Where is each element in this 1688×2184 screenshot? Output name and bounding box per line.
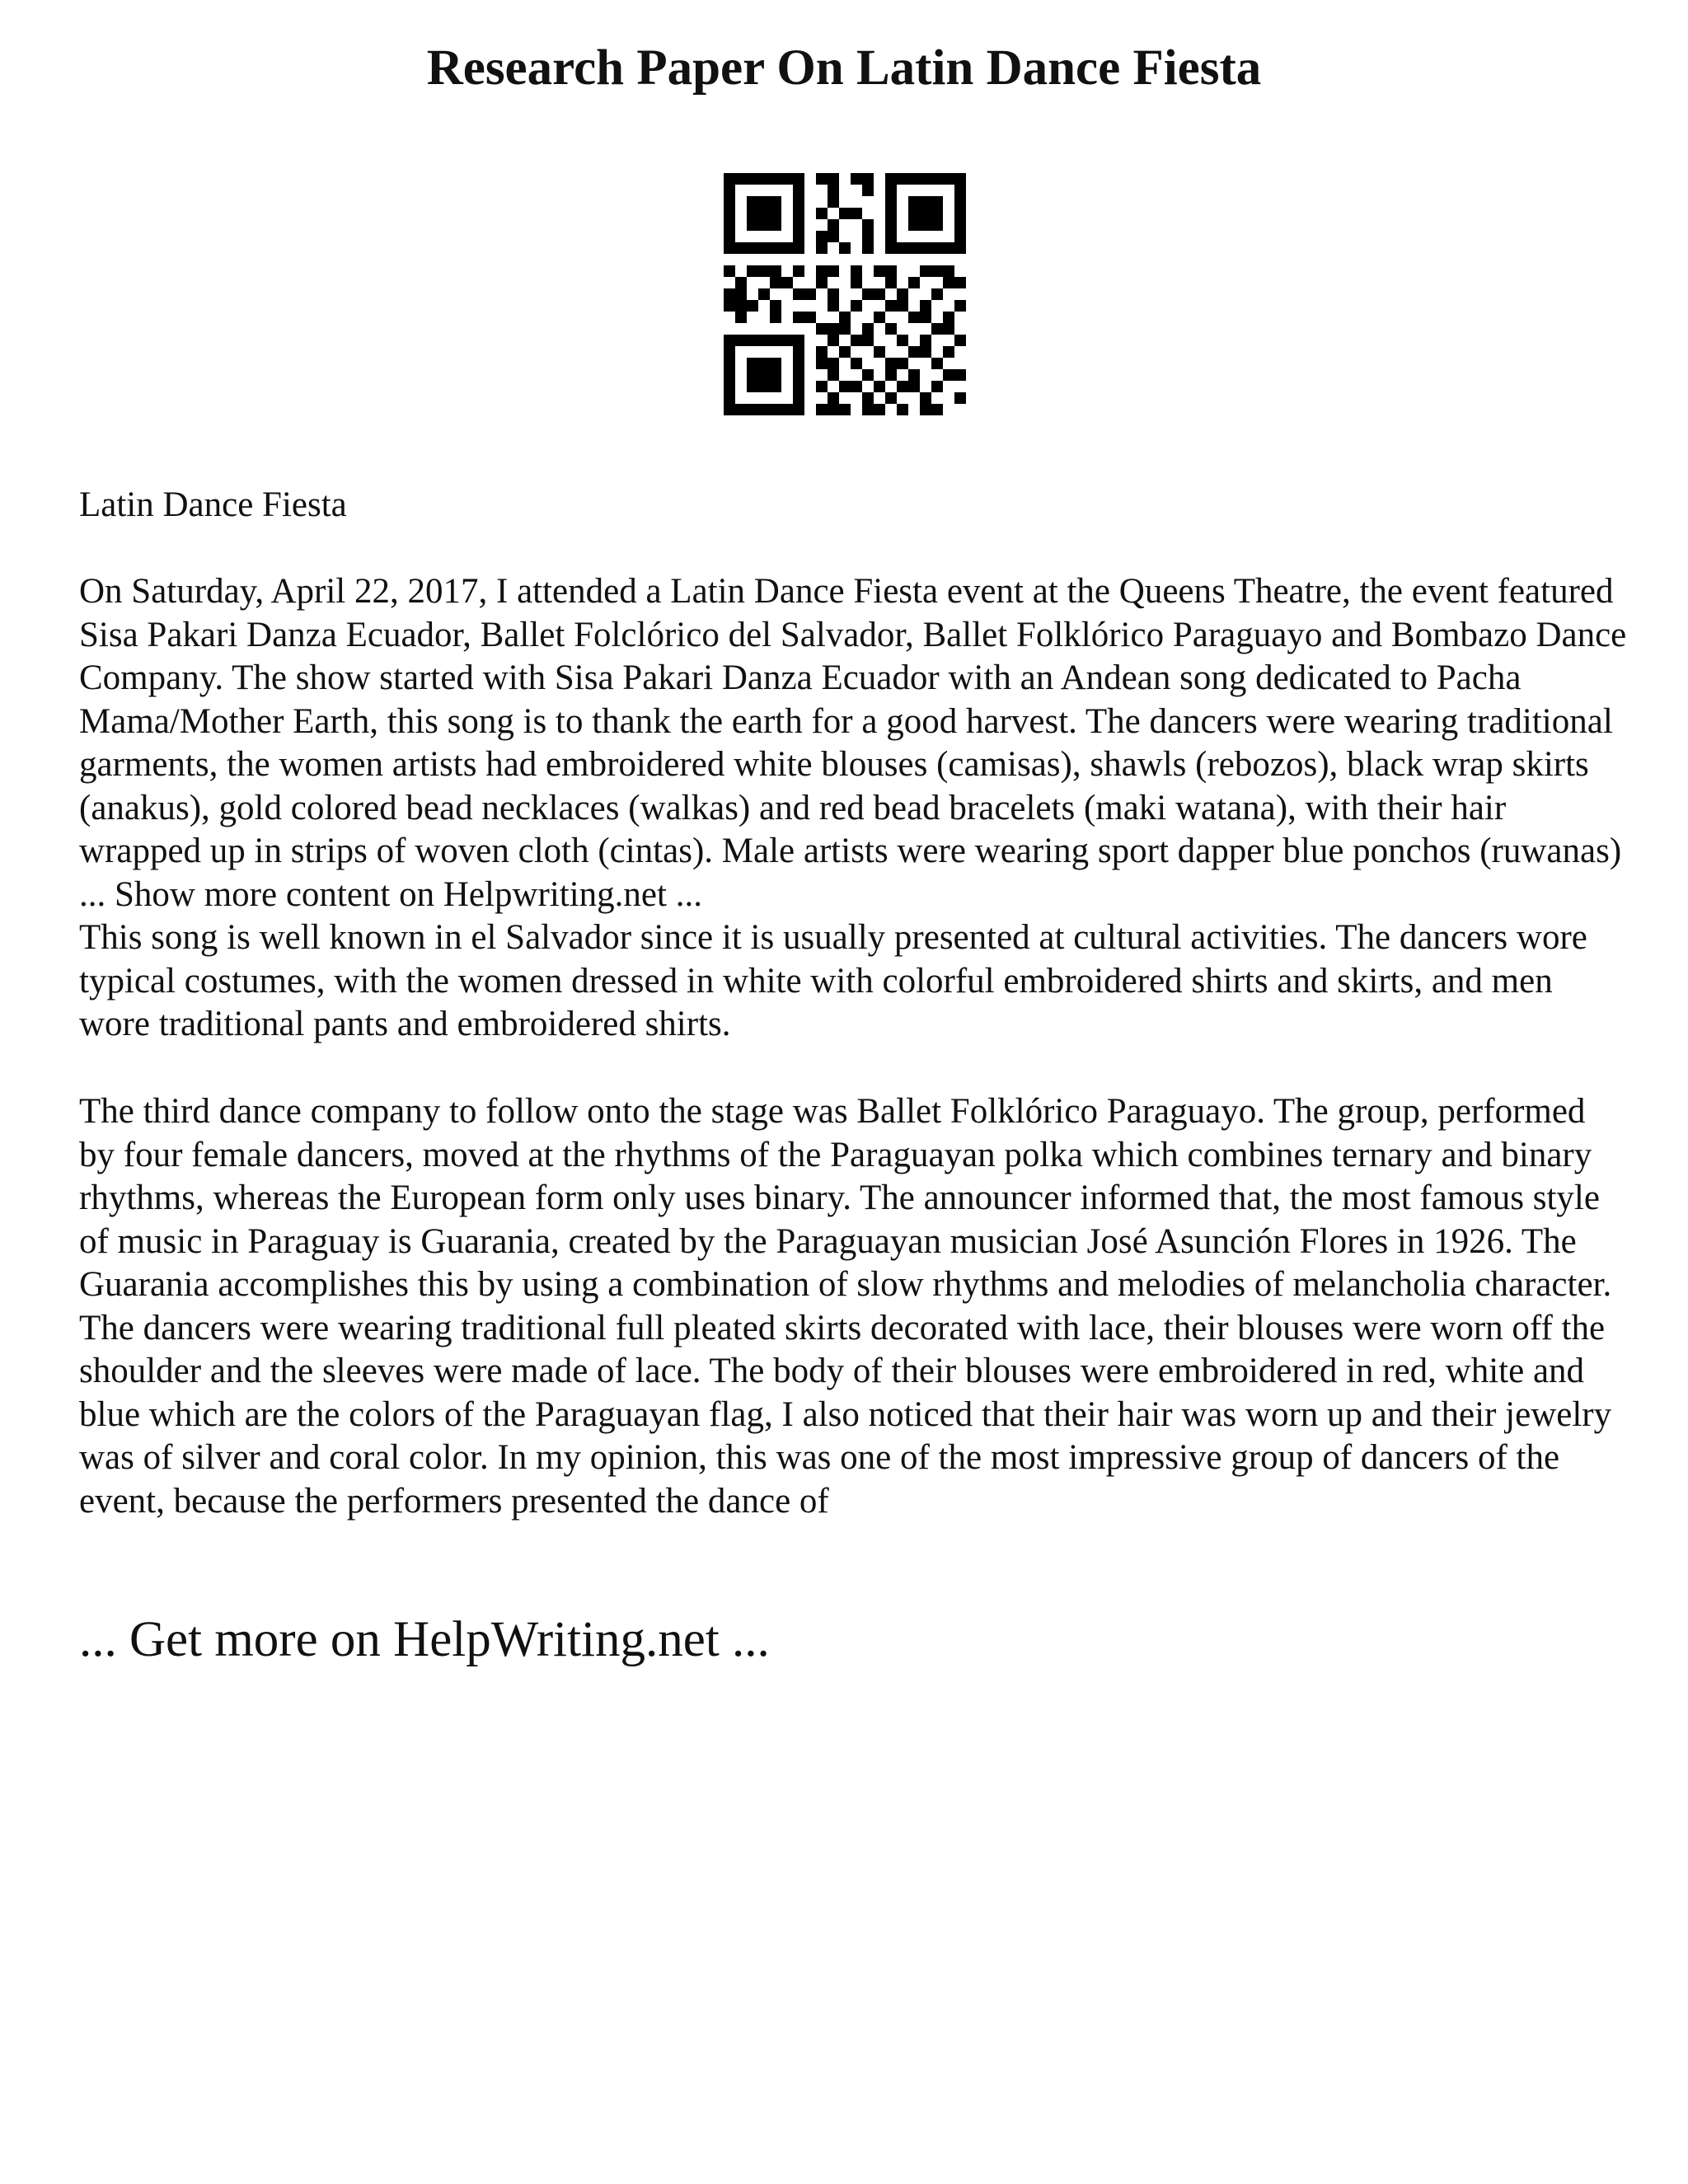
paragraph-1-block (79, 570, 1629, 1047)
document-subheading: Latin Dance Fiesta (79, 485, 347, 524)
paragraph-2: The third dance company to follow onto the stage was Ballet Folklórico Paraguayo. The group, performed by four female dancers, moved at the rhythms of the Paraguayan polka which combines ternary and binary rhythms, whereas the European form only uses binary. The announcer informed that, the most famous style of music in Paraguay is Guarania, created by the Paraguayan musician José Asunción Flores in 1926. The Guarania accomplishes this by using a combination of slow rhythms and melodies of melancholia character. The dancers were wearing traditional full pleated skirts decorated with lace, their blouses were worn off the shoulder and the sleeves were made of lace. The body of their blouses were embroidered in red, white and blue which are the colors of the Paraguayan flag, I also noticed that their hair was worn up and their jewelry was of silver and coral color. In my opinion, this was one of the most impressive group of dancers of the event, because the performers presented the dance of (79, 1092, 1612, 1521)
qr-code-icon (724, 173, 966, 415)
document-title: Research Paper On Latin Dance Fiesta (426, 40, 1262, 96)
get-more-link[interactable]: ... Get more on HelpWriting.net ... (79, 1612, 770, 1667)
paragraph-1-continued: This song is well known in el Salvador since it is usually presented at cultural activities. The dancers wore typical costumes, with the women dressed in white with colorful embroidered shirts and skirts, and men wore traditional pants and embroidered shirts. (79, 918, 1587, 1043)
paragraph-1: On Saturday, April 22, 2017, I attended a Latin Dance Fiesta event at the Queens Theatre, the event featured Sisa Pakari Danza Ecuador, Ballet Folclórico del Salvador, Ballet Folklórico Paraguayo and Bombazo Dance Company. The show started with Sisa Pakari Danza Ecuador with an Andean song dedicated to Pacha Mama/Mother Earth, this song is to thank the earth for a good harvest. The dancers were wearing traditional garments, the women artists had embroidered white blouses (camisas), shawls (rebozos), black wrap skirts (anakus), gold colored bead necklaces (walkas) and red bead bracelets (maki watana), with their hair wrapped up in strips of woven cloth (cintas). Male artists were wearing sport dapper blue ponchos (ruwanas) ... Show more content on Helpwriting.net ... (79, 572, 1627, 914)
